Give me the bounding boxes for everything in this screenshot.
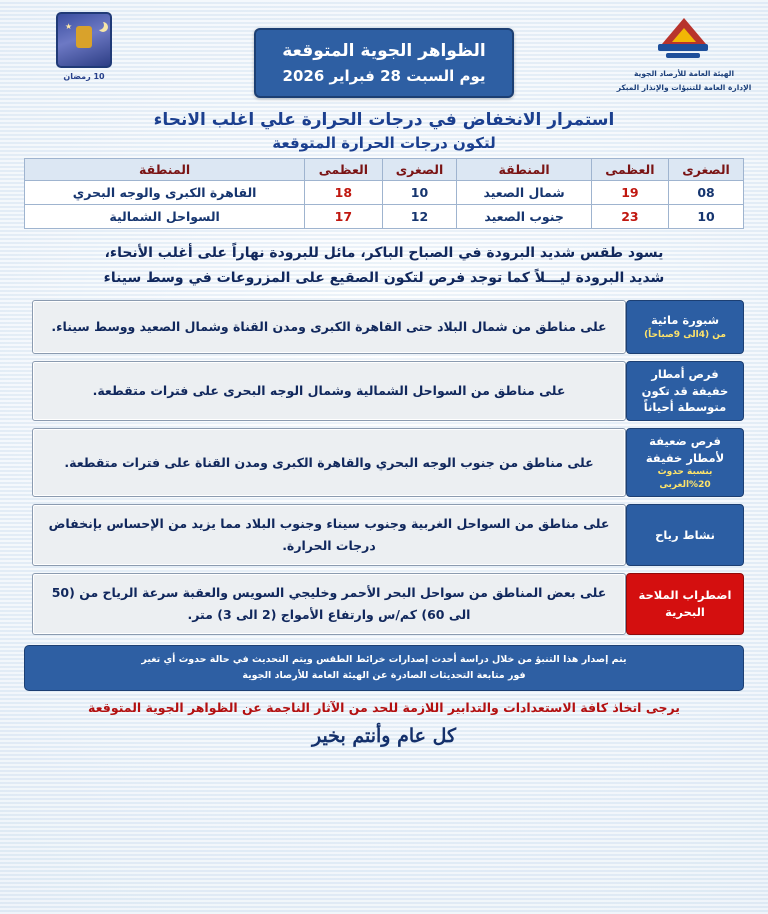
phenomenon-label-note: من (4الى 9صباحاً)	[644, 329, 726, 340]
cell-region-left: جنوب الصعيد	[457, 205, 591, 229]
table-header-row	[25, 159, 744, 181]
temperatures-table	[24, 158, 744, 229]
phenomenon-row	[24, 504, 744, 566]
description-line-2: شديد البرودة ليـــلاً كما توجد فرص لتكون الصقيع على المزروعات في وسط سيناء	[103, 269, 665, 286]
phenomenon-label-text: شبورة مائية	[650, 313, 720, 328]
phenomenon-label-note: بنسبة حدوث 20%الغربى	[657, 467, 713, 491]
org-name-line1: الهيئة العامة للأرصاد الجوية	[633, 69, 735, 78]
phenomenon-label	[626, 428, 744, 497]
safety-warning: يرجى اتخاذ كافة الاستعدادات والتدابير اللازمة للحد من الآثار الناجمة عن الظواهر الجوية المتوقعة	[88, 700, 680, 716]
greeting-text: كل عام وأنتم بخير	[311, 725, 457, 748]
phenomenon-row	[24, 573, 744, 635]
phenomenon-text: على مناطق من السواحل الشمالية وشمال الوجه البحرى على فترات متقطعة.	[32, 361, 626, 421]
th-region-left: المنطقة	[457, 159, 591, 181]
forecast-note-box	[24, 645, 744, 691]
bulletin-title: الظواهر الجوية المتوقعة	[282, 41, 486, 61]
phenomenon-text: على مناطق من جنوب الوجه البحري والقاهرة الكبرى ومدن القناة على فترات متقطعة.	[32, 428, 626, 497]
phenomenon-label-text: فرص ضعيفة لأمطار خفيفة	[645, 434, 725, 465]
phenomenon-text: على بعض المناطق من سواحل البحر الأحمر وخليجي السويس والعقبة سرعة الرياح من (50 الى 60) كم/س وارتفاع الأمواج (2 الى 3) متر.	[32, 573, 626, 635]
phenomenon-row	[24, 300, 744, 354]
ramadan-date-label: 10 رمضان	[63, 72, 105, 81]
cell-min-left: 10	[669, 205, 744, 229]
table-row	[25, 181, 744, 205]
cell-max-right: 17	[305, 205, 382, 229]
th-max-right: العظمى	[305, 159, 382, 181]
cell-min-right: 10	[382, 181, 457, 205]
phenomenon-label-text: نشاط رياح	[655, 527, 715, 542]
ramadan-lantern-icon: ★	[56, 12, 112, 68]
cell-min-left: 08	[669, 181, 744, 205]
phenomenon-label	[626, 300, 744, 354]
phenomenon-label	[626, 504, 744, 566]
phenomenon-label	[626, 361, 744, 421]
phenomenon-row	[24, 428, 744, 497]
th-max-left: العظمى	[591, 159, 668, 181]
description-line-1: يسود طقس شديد البرودة في الصباح الباكر، مائل للبرودة نهاراً على أغلب الأنحاء،	[104, 245, 664, 261]
phenomenon-row	[24, 361, 744, 421]
bulletin-title-box	[254, 28, 514, 98]
th-min-left: الصغرى	[669, 159, 744, 181]
table-row	[25, 205, 744, 229]
cell-min-right: 12	[382, 205, 457, 229]
th-min-right: الصغرى	[382, 159, 457, 181]
cell-region-right: السواحل الشمالية	[25, 205, 305, 229]
th-region-right: المنطقة	[25, 159, 305, 181]
cell-max-left: 23	[591, 205, 668, 229]
phenomenon-label-text: فرص أمطار خفيفة قد تكون متوسطة أحياناً	[641, 367, 729, 415]
cell-region-left: شمال الصعيد	[457, 181, 591, 205]
phenomenon-text: على مناطق من السواحل الغربية وجنوب سيناء وجنوب البلاد مما يزيد من الإحساس بإنخفاض درجات الحرارة.	[32, 504, 626, 566]
ramadan-badge-block	[24, 10, 144, 81]
authority-logo-block	[616, 10, 752, 94]
weather-description	[24, 241, 744, 290]
phenomenon-text: على مناطق من شمال البلاد حتى القاهرة الكبرى ومدن القناة وشمال الصعيد ووسط سيناء.	[32, 300, 626, 354]
phenomenon-label-text: اضطراب الملاحة البحرية	[638, 588, 732, 620]
phenomena-list	[24, 300, 744, 635]
page-header	[24, 10, 752, 106]
egypt-meteorological-authority-logo-icon	[656, 14, 712, 66]
org-name-line2: الإدارة العامة للتنبؤات والإنذار المبكر	[616, 82, 752, 92]
bulletin-date: يوم السبت 28 فبراير 2026	[282, 66, 486, 85]
cell-max-left: 19	[591, 181, 668, 205]
page-title: استمرار الانخفاض في درجات الحرارة علي اغلب الانحاء	[153, 110, 615, 130]
page-subtitle: لتكون درجات الحرارة المتوقعة	[272, 134, 496, 152]
cell-max-right: 18	[305, 181, 382, 205]
forecast-note-line-2: فور متابعة التحديثات الصادرة عن الهيئة العامة للأرصاد الجوية	[242, 670, 526, 682]
forecast-note-line-1: يتم إصدار هذا التنبؤ من خلال دراسة أحدث إصدارات خرائط الطقس ويتم التحديث في حالة حدوث أي تغير	[141, 653, 627, 665]
phenomenon-label-danger	[626, 573, 744, 635]
cell-region-right: القاهرة الكبرى والوجه البحري	[25, 181, 305, 205]
